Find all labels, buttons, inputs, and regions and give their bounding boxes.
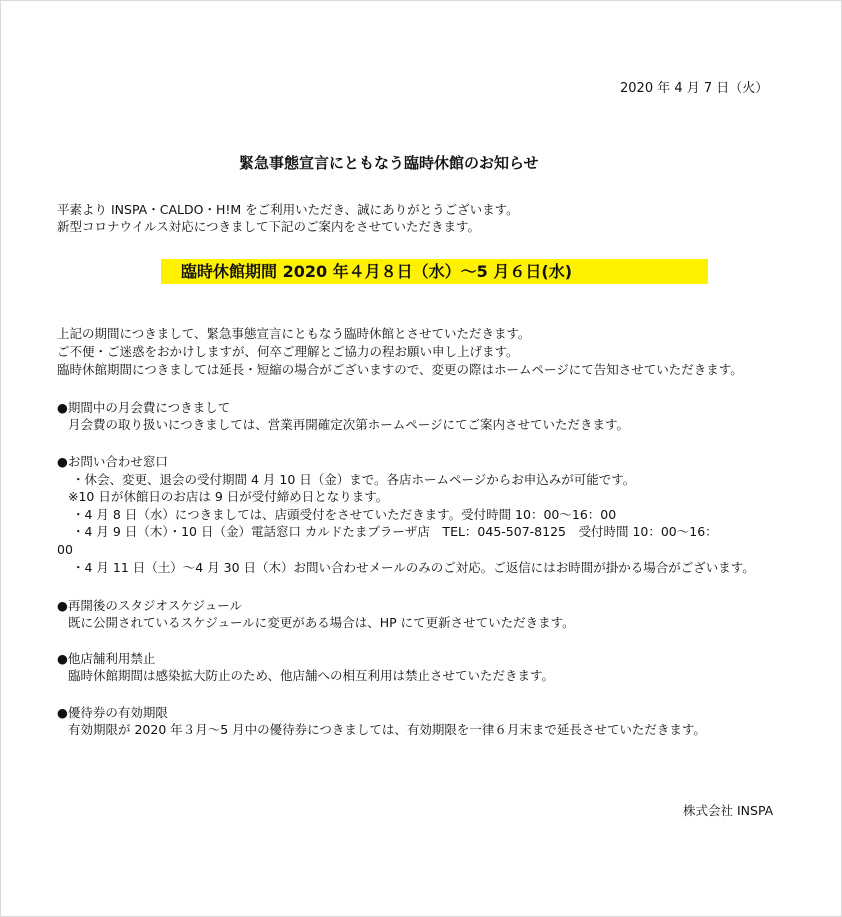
section-line: ・休会、変更、退会の受付期間 4 月 10 日（金）まで。各店ホームページからお申込みが可能です。 <box>72 472 636 487</box>
description-line: 上記の期間につきまして、緊急事態宣言にともなう臨時休館とさせていただきます。 <box>57 326 531 341</box>
section-heading-voucher-validity: ●優待券の有効期限 <box>57 705 168 720</box>
section-line: ・4 月 11 日（土）～4 月 30 日（木）お問い合わせメールのみのご対応。ご返信にはお時間が掛かる場合がございます。 <box>72 560 755 575</box>
section-line: 臨時休館期間は感染拡大防止のため、他店舗への相互利用は禁止させていただきます。 <box>68 668 555 683</box>
description-line: ご不便・ご迷惑をおかけしますが、何卒ご理解とご協力の程お願い申し上げます。 <box>57 344 519 359</box>
closure-period-banner: 臨時休館期間 2020 年４月８日（水）～5 月６日(水) <box>161 259 708 284</box>
section-line: 00 <box>57 542 73 557</box>
section-heading-studio-schedule: ●再開後のスタジオスケジュール <box>57 598 243 613</box>
section-heading-contact: ●お問い合わせ窓口 <box>57 454 168 469</box>
section-line: 有効期限が 2020 年３月～5 月中の優待券につきましては、有効期限を一律６月末まで延長させていただきます。 <box>68 722 706 737</box>
notice-title: 緊急事態宣言にともなう臨時休館のお知らせ <box>239 154 539 172</box>
section-line: 既に公開されているスケジュールに変更がある場合は、HP にて更新させていただきます。 <box>68 615 575 630</box>
section-heading-other-stores: ●他店舗利用禁止 <box>57 651 156 666</box>
section-line: ・4 月 9 日（木）・10 日（金）電話窓口 カルドたまプラーザ店 TEL：045-507-8125 受付時間 10：00～16： <box>72 524 718 539</box>
section-heading-monthly-fee: ●期間中の月会費につきまして <box>57 400 231 415</box>
greeting-line: 平素より INSPA・CALDO・H!M をご利用いただき、誠にありがとうございます。 <box>57 202 519 217</box>
description-line: 臨時休館期間につきましては延長・短縮の場合がございますので、変更の際はホームページにて告知させていただきます。 <box>57 362 743 377</box>
section-line: ・4 月 8 日（水）につきましては、店頭受付をさせていただきます。受付時間 10：00～16：00 <box>72 507 617 522</box>
company-signature: 株式会社 INSPA <box>683 803 774 818</box>
section-line: ※10 日が休館日のお店は 9 日が受付締め日となります。 <box>68 489 389 504</box>
section-line: 月会費の取り扱いにつきましては、営業再開確定次第ホームページにてご案内させていただきます。 <box>68 417 630 432</box>
greeting-line: 新型コロナウイルス対応につきまして下記のご案内をさせていただきます。 <box>57 219 481 234</box>
notice-date: 2020 年 4 月 7 日（火） <box>620 81 769 96</box>
